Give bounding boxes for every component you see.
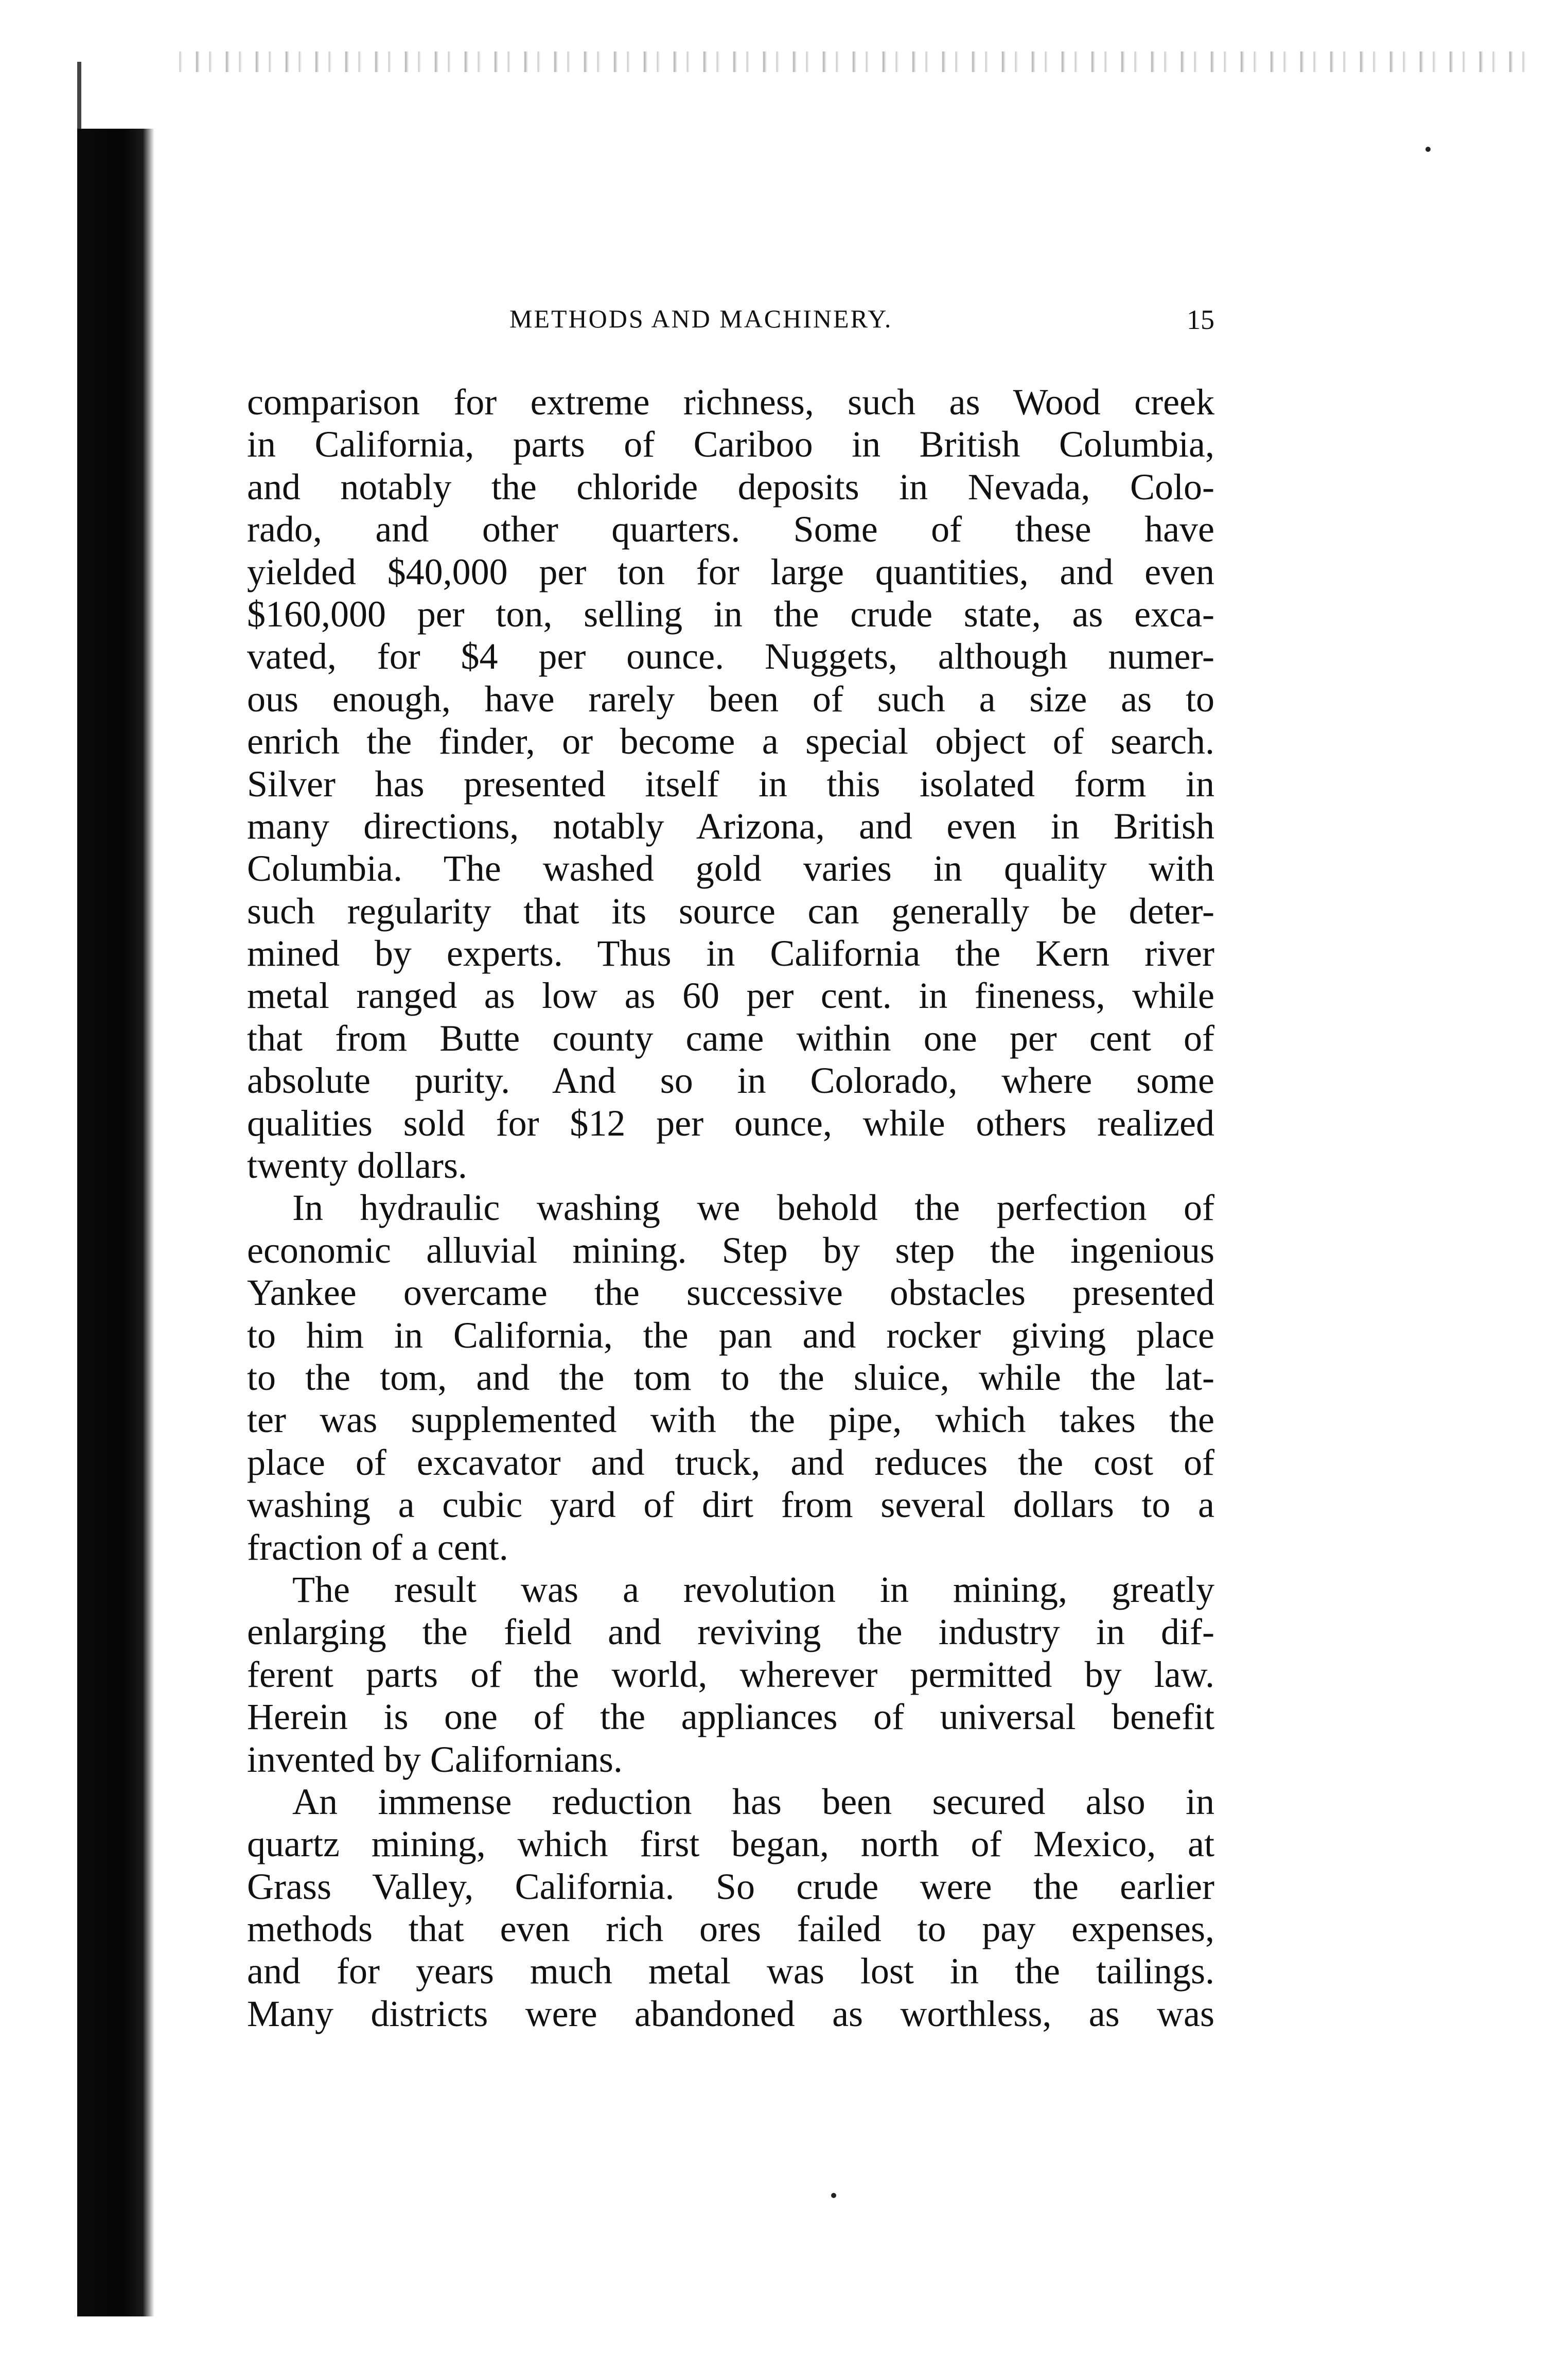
- text-line: An immense reduction has been secured also in: [292, 1781, 1214, 1822]
- text-line: metal ranged as low as 60 per cent. in fineness, while: [247, 975, 1214, 1017]
- scan-speck: [1425, 147, 1431, 152]
- scan-edge-top: [77, 62, 81, 129]
- text-line: twenty dollars.: [247, 1145, 467, 1187]
- text-line: mined by experts. Thus in California the Kern river: [247, 933, 1214, 974]
- text-line: such regularity that its source can generally be deter-: [247, 890, 1214, 932]
- text-line: in California, parts of Cariboo in British Columbia,: [247, 424, 1214, 465]
- text-line: $160,000 per ton, selling in the crude state, as exca-: [247, 593, 1214, 635]
- text-line: Silver has presented itself in this isolated form in: [247, 763, 1214, 805]
- scan-noise-top: [170, 51, 1534, 72]
- text-line: rado, and other quarters. Some of these have: [247, 509, 1214, 550]
- text-line: economic alluvial mining. Step by step the ingenious: [247, 1229, 1214, 1271]
- page-number: 15: [1187, 304, 1214, 335]
- text-line: enrich the finder, or become a special object of search.: [247, 721, 1214, 762]
- scanned-binding-shadow: [77, 129, 154, 2316]
- text-line: and for years much metal was lost in the tailings.: [247, 1950, 1214, 1992]
- scan-speck: [831, 2193, 836, 2198]
- text-line: to the tom, and the tom to the sluice, while the lat-: [247, 1356, 1214, 1398]
- text-line: Many districts were abandoned as worthless, as was: [247, 1993, 1214, 2034]
- text-line: qualities sold for $12 per ounce, while others realized: [247, 1102, 1214, 1144]
- body-text: [247, 381, 1214, 2035]
- text-line: ous enough, have rarely been of such a size as to: [247, 678, 1214, 720]
- text-line: absolute purity. And so in Colorado, where some: [247, 1060, 1214, 1102]
- text-line: ter was supplemented with the pipe, which takes the: [247, 1399, 1214, 1441]
- text-line: ferent parts of the world, wherever permitted by law.: [247, 1653, 1214, 1695]
- text-line: invented by Californians.: [247, 1738, 623, 1780]
- text-line: and notably the chloride deposits in Nevada, Colo-: [247, 466, 1214, 508]
- running-head: [257, 304, 1214, 340]
- text-line: comparison for extreme richness, such as Wood creek: [247, 381, 1214, 423]
- text-line: methods that even rich ores failed to pay expenses,: [247, 1908, 1214, 1950]
- text-line: enlarging the field and reviving the industry in dif-: [247, 1611, 1214, 1653]
- text-line: Grass Valley, California. So crude were the earlier: [247, 1865, 1214, 1907]
- text-line: In hydraulic washing we behold the perfection of: [292, 1187, 1214, 1229]
- text-line: Columbia. The washed gold varies in quality with: [247, 848, 1214, 890]
- text-line: washing a cubic yard of dirt from several dollars to a: [247, 1484, 1214, 1526]
- text-line: that from Butte county came within one per cent of: [247, 1017, 1214, 1059]
- text-line: vated, for $4 per ounce. Nuggets, although numer-: [247, 636, 1214, 677]
- running-title: METHODS AND MACHINERY.: [509, 304, 893, 333]
- text-line: quartz mining, which first began, north of Mexico, at: [247, 1823, 1214, 1865]
- text-line: fraction of a cent.: [247, 1526, 508, 1568]
- text-line: Herein is one of the appliances of universal benefit: [247, 1696, 1214, 1738]
- text-line: Yankee overcame the successive obstacles presented: [247, 1272, 1214, 1314]
- text-line: many directions, notably Arizona, and even in British: [247, 805, 1214, 847]
- text-line: to him in California, the pan and rocker giving place: [247, 1314, 1214, 1356]
- text-line: The result was a revolution in mining, greatly: [292, 1568, 1214, 1610]
- text-line: yielded $40,000 per ton for large quantities, and even: [247, 551, 1214, 592]
- text-line: place of excavator and truck, and reduces the cost of: [247, 1441, 1214, 1483]
